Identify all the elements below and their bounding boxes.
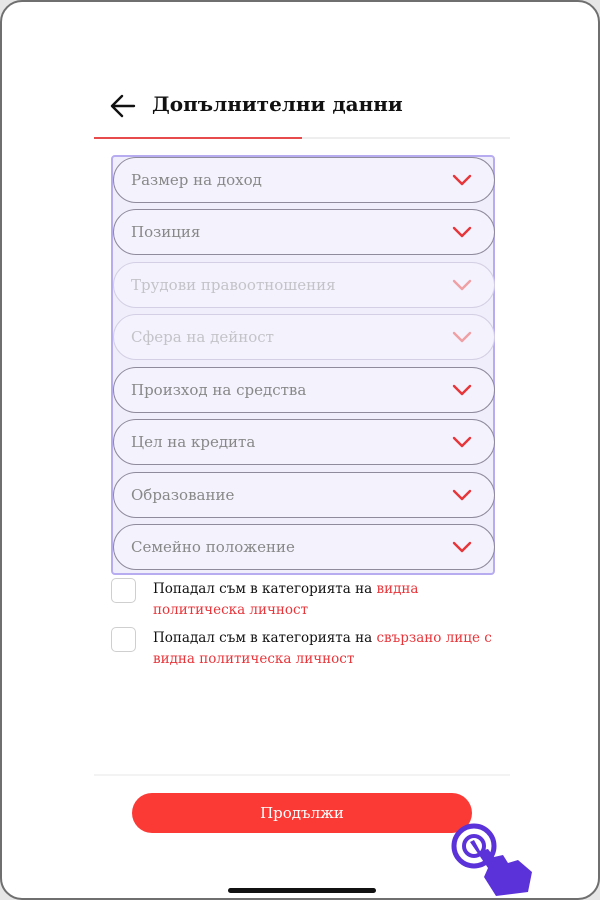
select-label: Позиция: [131, 223, 201, 241]
page-title: Допълнителни данни: [152, 92, 403, 116]
pep-related-checkbox-row: [111, 627, 511, 677]
select-label: Образование: [131, 486, 235, 504]
select-label: Размер на доход: [131, 171, 262, 189]
position-select[interactable]: [113, 209, 495, 255]
tap-hand-cursor-icon: [450, 822, 536, 900]
pep-related-link[interactable]: свързано лице с видна политическа личност: [153, 630, 492, 667]
pep-checkbox-text: Попадал съм в категорията на видна политическа личност: [153, 581, 419, 618]
select-label: Цел на кредита: [131, 433, 256, 451]
home-indicator: [228, 888, 376, 893]
marital-status-select[interactable]: [113, 524, 495, 570]
chevron-down-icon: [452, 436, 472, 448]
chevron-down-icon: [452, 174, 472, 186]
footer-divider: [94, 774, 510, 776]
pep-link[interactable]: видна политическа личност: [153, 581, 419, 618]
pep-checkbox-row: [111, 578, 511, 628]
chevron-down-icon: [452, 226, 472, 238]
education-select[interactable]: [113, 472, 495, 518]
income-size-select[interactable]: [113, 157, 495, 203]
form-fields-highlight: [111, 155, 495, 575]
back-button[interactable]: [108, 90, 140, 122]
activity-sphere-select[interactable]: [113, 314, 495, 360]
select-label: Трудови правоотношения: [131, 276, 336, 294]
select-label: Произход на средства: [131, 381, 307, 399]
progress-bar: [94, 137, 510, 139]
chevron-down-icon: [452, 331, 472, 343]
chevron-down-icon: [452, 541, 472, 553]
chevron-down-icon: [452, 489, 472, 501]
pep-related-checkbox[interactable]: [111, 627, 136, 652]
employment-relations-select[interactable]: [113, 262, 495, 308]
funds-origin-select[interactable]: [113, 367, 495, 413]
arrow-left-icon: [108, 90, 140, 122]
progress-bar-fill: [94, 137, 302, 139]
continue-button[interactable]: Продължи: [132, 793, 472, 833]
select-label: Сфера на дейност: [131, 328, 274, 346]
pep-checkbox[interactable]: [111, 578, 136, 603]
chevron-down-icon: [452, 279, 472, 291]
select-label: Семейно положение: [131, 538, 295, 556]
pep-related-checkbox-text: Попадал съм в категорията на свързано лице с видна политическа личност: [153, 630, 492, 667]
page-header: [94, 86, 510, 138]
loan-purpose-select[interactable]: [113, 419, 495, 465]
chevron-down-icon: [452, 384, 472, 396]
